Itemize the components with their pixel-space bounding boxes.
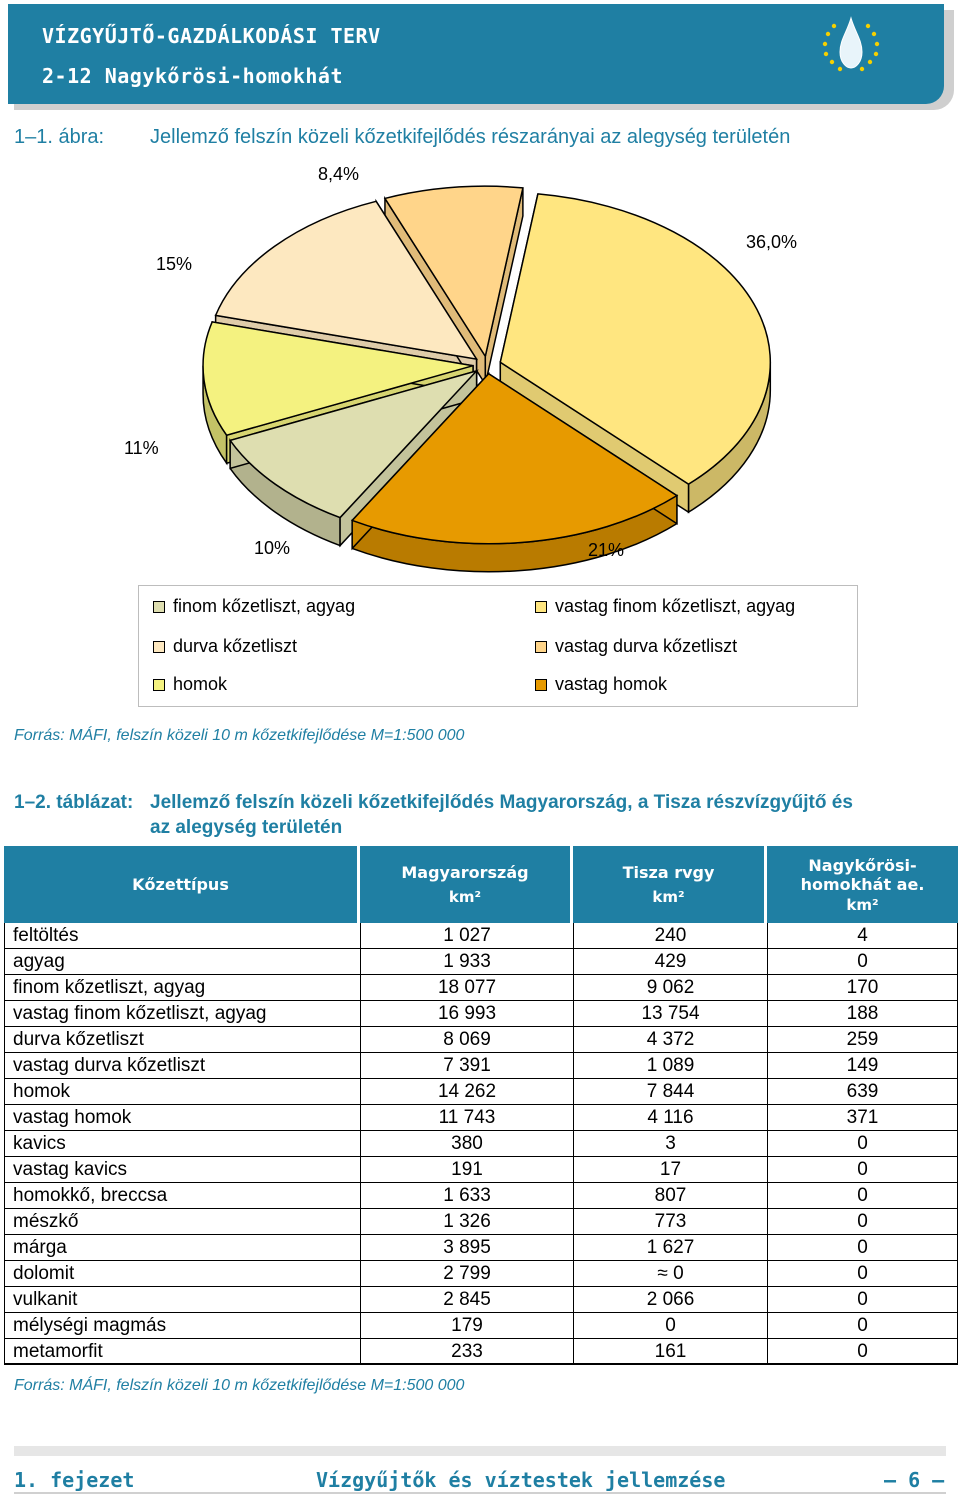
pie-chart <box>0 160 960 580</box>
document-title: VÍZGYŰJTŐ-GAZDÁLKODÁSI TERV <box>42 24 381 48</box>
header-nagykorosi-line1: Nagykőrösi- <box>808 855 917 875</box>
cell-nagykorosi: 0 <box>767 1183 958 1209</box>
cell-rock-type: márga <box>4 1235 360 1261</box>
table-row <box>4 1105 958 1131</box>
table-row <box>4 1079 958 1105</box>
rock-type-table <box>4 846 958 1365</box>
table-row <box>4 1209 958 1235</box>
header-rock-type-label: Kőzettípus <box>132 875 229 894</box>
cell-hungary: 1 027 <box>360 923 573 949</box>
header-tisza-unit: km² <box>652 888 685 906</box>
chart-legend <box>138 585 858 707</box>
legend-item <box>535 674 667 695</box>
header-hungary-label: Magyarország <box>401 863 529 882</box>
legend-label: homok <box>173 674 228 694</box>
table-caption <box>14 790 853 838</box>
header-hungary-unit: km² <box>448 888 482 906</box>
cell-rock-type: homok <box>4 1079 360 1105</box>
cell-nagykorosi: 0 <box>767 949 958 975</box>
legend-label: vastag durva kőzetliszt <box>555 636 738 656</box>
cell-hungary: 2 799 <box>360 1261 573 1287</box>
cell-rock-type: vastag kavics <box>4 1157 360 1183</box>
cell-tisza: 2 066 <box>573 1287 767 1313</box>
cell-rock-type: finom kőzetliszt, agyag <box>4 975 360 1001</box>
legend-swatch <box>153 679 165 691</box>
footer-page-number: – 6 – <box>884 1468 945 1492</box>
slice-label-finom: 10% <box>254 538 291 558</box>
cell-nagykorosi: 0 <box>767 1209 958 1235</box>
table-body <box>4 923 958 1365</box>
cell-tisza: 4 116 <box>573 1105 767 1131</box>
legend-item <box>153 636 297 657</box>
table-row <box>4 1235 958 1261</box>
table-row <box>4 1053 958 1079</box>
water-drop-eu-stars-icon <box>816 14 886 76</box>
slice-label-vastag-finom: 36,0% <box>746 232 798 252</box>
header-tisza <box>573 846 767 923</box>
table-row <box>4 949 958 975</box>
table-row <box>4 1131 958 1157</box>
cell-hungary: 11 743 <box>360 1105 573 1131</box>
header-banner <box>8 4 944 104</box>
cell-rock-type: vastag durva kőzetliszt <box>4 1053 360 1079</box>
cell-tisza: 1 089 <box>573 1053 767 1079</box>
cell-nagykorosi: 0 <box>767 1339 958 1365</box>
footer-line <box>14 1492 946 1494</box>
table-row <box>4 1001 958 1027</box>
slice-label-durva: 15% <box>156 254 193 274</box>
table-row <box>4 1157 958 1183</box>
legend-label: vastag finom kőzetliszt, agyag <box>555 596 796 616</box>
cell-tisza: 773 <box>573 1209 767 1235</box>
pie-chart-svg <box>0 160 960 580</box>
cell-hungary: 7 391 <box>360 1053 573 1079</box>
slice-label-vastag-durva: 8,4% <box>318 164 360 184</box>
cell-tisza: 4 372 <box>573 1027 767 1053</box>
figure-title: Jellemző felszín közeli kőzetkifejlődés részarányai az alegység területén <box>150 126 791 148</box>
cell-nagykorosi: 0 <box>767 1261 958 1287</box>
cell-nagykorosi: 0 <box>767 1235 958 1261</box>
cell-nagykorosi: 188 <box>767 1001 958 1027</box>
cell-rock-type: vastag finom kőzetliszt, agyag <box>4 1001 360 1027</box>
table-row <box>4 1183 958 1209</box>
figure-caption <box>14 126 790 149</box>
document-subtitle: 2-12 Nagykőrösi-homokhát <box>42 64 343 88</box>
cell-nagykorosi: 371 <box>767 1105 958 1131</box>
table-number: 1–2. táblázat: <box>14 792 134 813</box>
header-nagykorosi <box>767 846 958 923</box>
table-source: Forrás: MÁFI, felszín közeli 10 m kőzetkifejlődése M=1:500 000 <box>14 1377 465 1394</box>
cell-hungary: 1 326 <box>360 1209 573 1235</box>
cell-nagykorosi: 149 <box>767 1053 958 1079</box>
cell-rock-type: mészkő <box>4 1209 360 1235</box>
cell-rock-type: durva kőzetliszt <box>4 1027 360 1053</box>
table-row <box>4 1027 958 1053</box>
table-row <box>4 1313 958 1339</box>
legend-swatch <box>535 641 547 653</box>
cell-tisza: 0 <box>573 1313 767 1339</box>
cell-rock-type: homokkő, breccsa <box>4 1183 360 1209</box>
figure-number: 1–1. ábra: <box>14 126 105 148</box>
cell-hungary: 2 845 <box>360 1287 573 1313</box>
table-row <box>4 1287 958 1313</box>
cell-tisza: 9 062 <box>573 975 767 1001</box>
cell-tisza: 429 <box>573 949 767 975</box>
cell-hungary: 179 <box>360 1313 573 1339</box>
footer-title: Vízgyűjtők és víztestek jellemzése <box>316 1468 726 1492</box>
table-header <box>4 846 958 923</box>
cell-nagykorosi: 0 <box>767 1287 958 1313</box>
legend-swatch <box>153 641 165 653</box>
legend-swatch <box>153 601 165 613</box>
table-row <box>4 1339 958 1365</box>
table-row <box>4 975 958 1001</box>
slice-label-homok: 11% <box>124 438 159 458</box>
footer-bar <box>14 1446 946 1456</box>
cell-hungary: 18 077 <box>360 975 573 1001</box>
legend-label: finom kőzetliszt, agyag <box>173 596 356 616</box>
table-row <box>4 923 958 949</box>
legend-swatch <box>535 601 547 613</box>
cell-nagykorosi: 0 <box>767 1157 958 1183</box>
header-nagykorosi-line2: homokhát ae. <box>800 874 925 894</box>
legend-item <box>153 674 227 695</box>
cell-hungary: 380 <box>360 1131 573 1157</box>
cell-nagykorosi: 259 <box>767 1027 958 1053</box>
header-hungary <box>360 846 573 923</box>
header-tisza-label: Tisza rvgy <box>622 863 715 882</box>
slice-label-vastag-homok: 21% <box>588 540 625 560</box>
table-title-line1: Jellemző felszín közeli kőzetkifejlődés Magyarország, a Tisza részvízgyűjtő és <box>150 792 853 813</box>
cell-rock-type: vulkanit <box>4 1287 360 1313</box>
cell-hungary: 191 <box>360 1157 573 1183</box>
cell-tisza: 240 <box>573 923 767 949</box>
cell-tisza: ≈ 0 <box>573 1261 767 1287</box>
cell-nagykorosi: 639 <box>767 1079 958 1105</box>
header-nagykorosi-unit: km² <box>846 895 879 914</box>
header-rock-type <box>4 846 360 923</box>
cell-nagykorosi: 4 <box>767 923 958 949</box>
cell-tisza: 161 <box>573 1339 767 1365</box>
cell-rock-type: feltöltés <box>4 923 360 949</box>
legend-label: vastag homok <box>555 674 668 694</box>
cell-tisza: 807 <box>573 1183 767 1209</box>
legend-item <box>535 596 795 617</box>
cell-nagykorosi: 0 <box>767 1131 958 1157</box>
cell-nagykorosi: 170 <box>767 975 958 1001</box>
cell-hungary: 3 895 <box>360 1235 573 1261</box>
cell-hungary: 233 <box>360 1339 573 1365</box>
cell-rock-type: dolomit <box>4 1261 360 1287</box>
cell-nagykorosi: 0 <box>767 1313 958 1339</box>
cell-hungary: 16 993 <box>360 1001 573 1027</box>
legend-item <box>153 596 355 617</box>
cell-tisza: 7 844 <box>573 1079 767 1105</box>
legend-label: durva kőzetliszt <box>173 636 298 656</box>
cell-rock-type: vastag homok <box>4 1105 360 1131</box>
cell-tisza: 17 <box>573 1157 767 1183</box>
cell-rock-type: metamorfit <box>4 1339 360 1365</box>
table-title-line2: az alegység területén <box>150 817 343 838</box>
footer-chapter: 1. fejezet <box>14 1468 135 1492</box>
cell-hungary: 1 933 <box>360 949 573 975</box>
cell-rock-type: kavics <box>4 1131 360 1157</box>
cell-rock-type: mélységi magmás <box>4 1313 360 1339</box>
cell-tisza: 13 754 <box>573 1001 767 1027</box>
cell-tisza: 3 <box>573 1131 767 1157</box>
legend-item <box>535 636 737 657</box>
figure-source: Forrás: MÁFI, felszín közeli 10 m kőzetkifejlődése M=1:500 000 <box>14 727 465 744</box>
cell-hungary: 14 262 <box>360 1079 573 1105</box>
table-row <box>4 1261 958 1287</box>
cell-tisza: 1 627 <box>573 1235 767 1261</box>
cell-rock-type: agyag <box>4 949 360 975</box>
legend-swatch <box>535 679 547 691</box>
cell-hungary: 8 069 <box>360 1027 573 1053</box>
cell-hungary: 1 633 <box>360 1183 573 1209</box>
